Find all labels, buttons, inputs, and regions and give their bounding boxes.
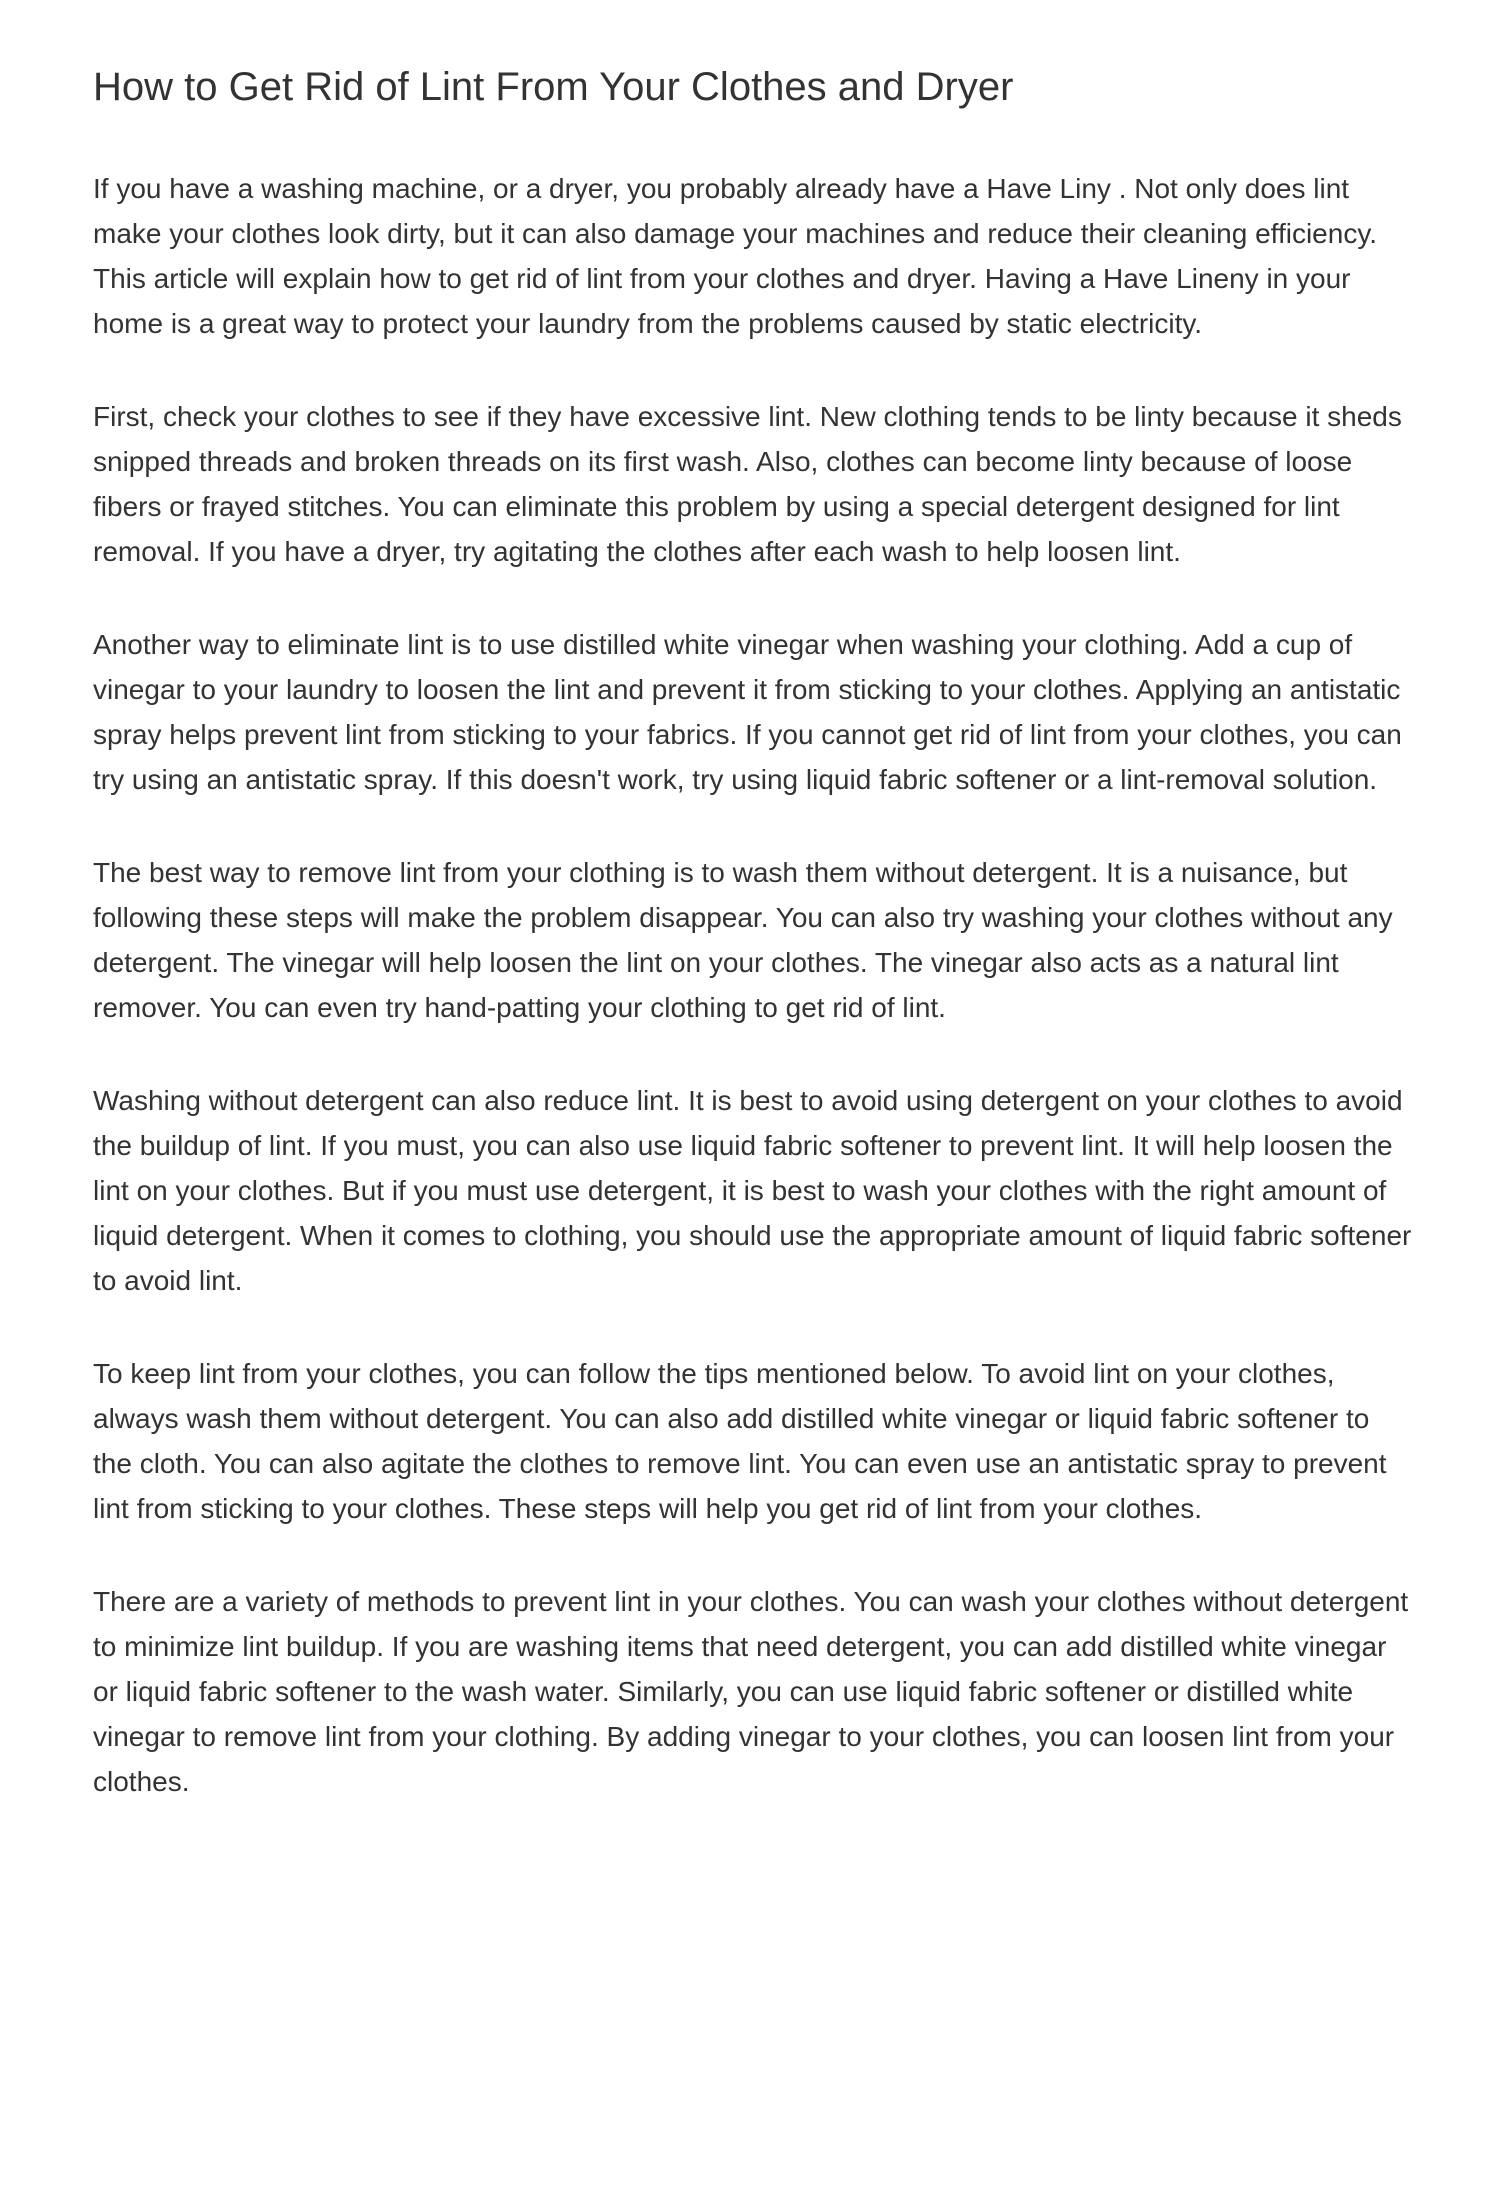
article-paragraph: First, check your clothes to see if they have excessive lint. New clothing tends to be linty because it sheds snipped threads and broken threads on its first wash. Also, clothes can become linty because of loose fibers or frayed stitches. You can eliminate this problem by using a special detergent designed for lint removal. If you have a dryer, try agitating the clothes after each wash to help loosen lint.	[93, 401, 1402, 567]
article-paragraph: The best way to remove lint from your clothing is to wash them without detergent. It is a nuisance, but following these steps will make the problem disappear. You can also try washing your clothes without any detergent. The vinegar will help loosen the lint on your clothes. The vinegar also acts as a natural lint remover. You can even try hand-patting your clothing to get rid of lint.	[93, 857, 1393, 1023]
article-title: How to Get Rid of Lint From Your Clothes and Dryer	[93, 65, 1014, 109]
article-paragraph: If you have a washing machine, or a dryer, you probably already have a Have Liny . Not only does lint make your clothes look dirty, but it can also damage your machines and reduce their cleaning efficiency. This article will explain how to get rid of lint from your clothes and dryer. Having a Have Lineny in your home is a great way to protect your laundry from the problems caused by static electricity.	[93, 173, 1378, 339]
document-page	[0, 64, 1500, 2187]
article-paragraph: There are a variety of methods to prevent lint in your clothes. You can wash your clothes without detergent to minimize lint buildup. If you are washing items that need detergent, you can add distilled white vinegar or liquid fabric softener to the wash water. Similarly, you can use liquid fabric softener or distilled white vinegar to remove lint from your clothing. By adding vinegar to your clothes, you can loosen lint from your clothes.	[93, 1586, 1409, 1797]
article-body	[93, 166, 1413, 1804]
article-paragraph: To keep lint from your clothes, you can follow the tips mentioned below. To avoid lint on your clothes, always wash them without detergent. You can also add distilled white vinegar or liquid fabric softener to the cloth. You can also agitate the clothes to remove lint. You can even use an antistatic spray to prevent lint from sticking to your clothes. These steps will help you get rid of lint from your clothes.	[93, 1358, 1387, 1524]
article-paragraph: Washing without detergent can also reduce lint. It is best to avoid using detergent on your clothes to avoid the buildup of lint. If you must, you can also use liquid fabric softener to prevent lint. It will help loosen the lint on your clothes. But if you must use detergent, it is best to wash your clothes with the right amount of liquid detergent. When it comes to clothing, you should use the appropriate amount of liquid fabric softener to avoid lint.	[93, 1085, 1412, 1296]
article-paragraph: Another way to eliminate lint is to use distilled white vinegar when washing your clothing. Add a cup of vinegar to your laundry to loosen the lint and prevent it from sticking to your clothes. Applying an antistatic spray helps prevent lint from sticking to your fabrics. If you cannot get rid of lint from your clothes, you can try using an antistatic spray. If this doesn't work, try using liquid fabric softener or a lint-removal solution.	[93, 629, 1402, 795]
